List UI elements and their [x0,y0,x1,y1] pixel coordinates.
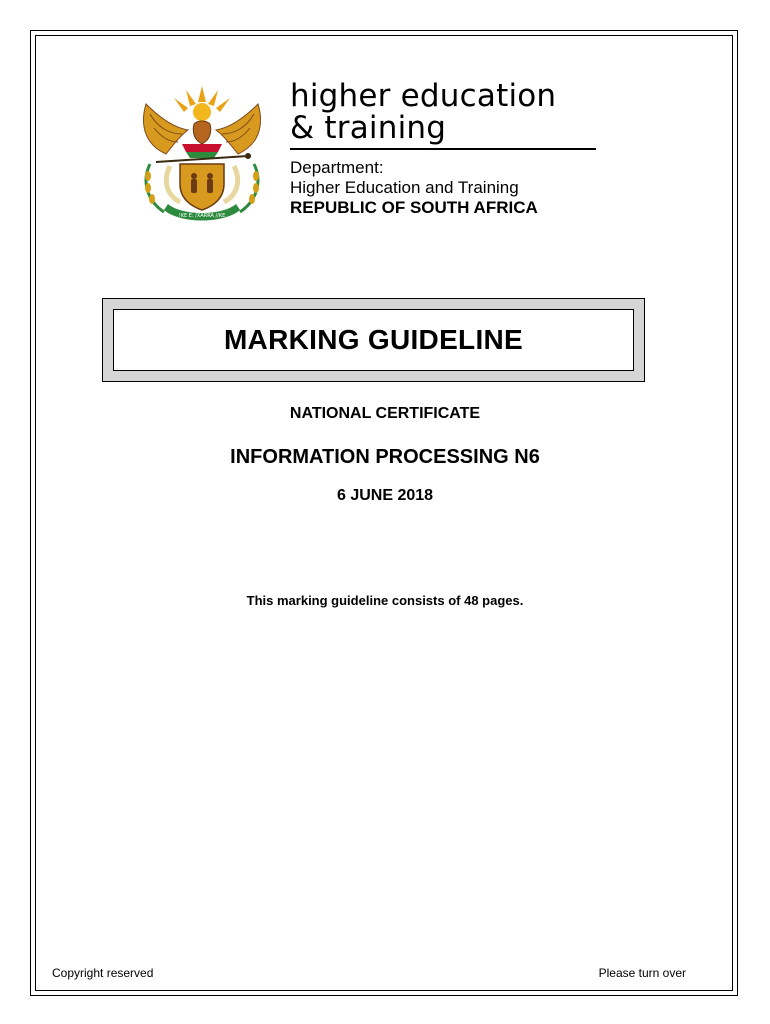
brand-line-1: higher education [290,78,557,114]
certificate-heading: NATIONAL CERTIFICATE [289,405,481,422]
subject-heading: INFORMATION PROCESSING N6 [230,446,540,468]
department-wordmark [290,80,610,218]
country-name: REPUBLIC OF SOUTH AFRICA [290,198,538,217]
copyright-footer: Copyright reserved [52,966,154,980]
crest-motto: !KE E: /XARRA //KE [178,213,226,219]
brand-line-2: & training [290,110,447,146]
title-inner-panel [113,309,634,371]
title-frame [102,298,645,382]
wordmark-divider [290,148,596,150]
department-name: Higher Education and Training [290,178,519,197]
coat-of-arms-icon [136,84,268,226]
document-title: MARKING GUIDELINE [223,324,524,355]
department-label: Department: [290,158,384,177]
turn-over-footer: Please turn over [598,966,686,980]
page-count-note: This marking guideline consists of 48 pages. [246,593,524,608]
exam-date: 6 JUNE 2018 [336,487,434,504]
